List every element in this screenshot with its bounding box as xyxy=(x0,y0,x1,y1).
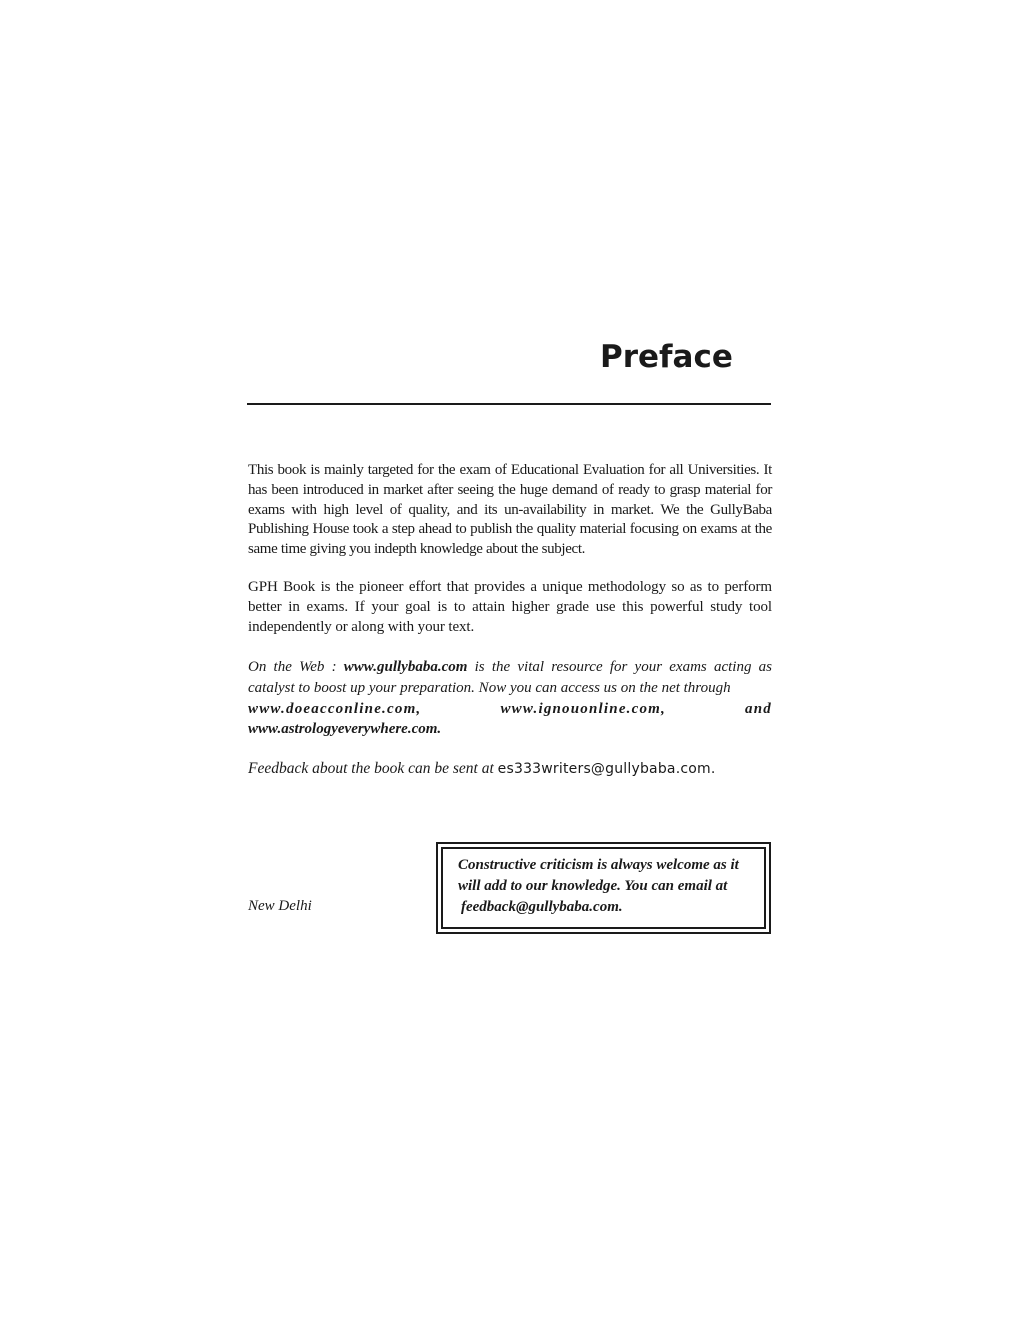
ignou-link[interactable]: www.ignouonline.com, xyxy=(500,700,666,717)
web-links-row xyxy=(248,699,772,720)
web-paragraph xyxy=(248,657,772,740)
title-divider xyxy=(247,403,771,405)
web-middle-text: is the vital resource for your exams acting as catalyst to boost up your preparation. Now you can access us on the net through xyxy=(248,659,772,696)
main-site-link[interactable]: www.gullybaba.com xyxy=(343,659,468,675)
astrology-link[interactable]: www.astrologyeverywhere.com. xyxy=(248,721,442,738)
intro-paragraph: This book is mainly targeted for the exam of Educational Evaluation for all Universities. It has been introduced in market after seeing the huge demand of ready to grasp material for exams with high level of quality, and its un-availability in market. We the GullyBaba Publishing House took a step ahead to publish the quality material focusing on exams at the same time giving you indepth knowledge about the subject. xyxy=(248,462,772,558)
notice-box-text xyxy=(458,855,768,918)
web-prefix: On the Web : xyxy=(248,659,344,675)
place-label: New Delhi xyxy=(248,898,312,914)
notice-line-2: will add to our knowledge. You can email at xyxy=(458,878,728,894)
feedback-paragraph xyxy=(248,759,772,780)
notice-email[interactable]: feedback@gullybaba.com. xyxy=(461,899,623,915)
gph-paragraph: GPH Book is the pioneer effort that provides a unique methodology so as to perform better in exams. If your goal is to attain higher grade use this powerful study tool independently or along with your text. xyxy=(248,579,772,635)
feedback-email[interactable]: es333writers@gullybaba.com. xyxy=(497,761,716,777)
web-conjunction: and xyxy=(745,700,772,717)
doeacc-link[interactable]: www.doeacconline.com, xyxy=(248,700,422,717)
notice-line-1: Constructive criticism is always welcome as it xyxy=(458,857,739,873)
page-title: Preface xyxy=(600,339,733,375)
feedback-text: Feedback about the book can be sent at xyxy=(248,760,498,777)
